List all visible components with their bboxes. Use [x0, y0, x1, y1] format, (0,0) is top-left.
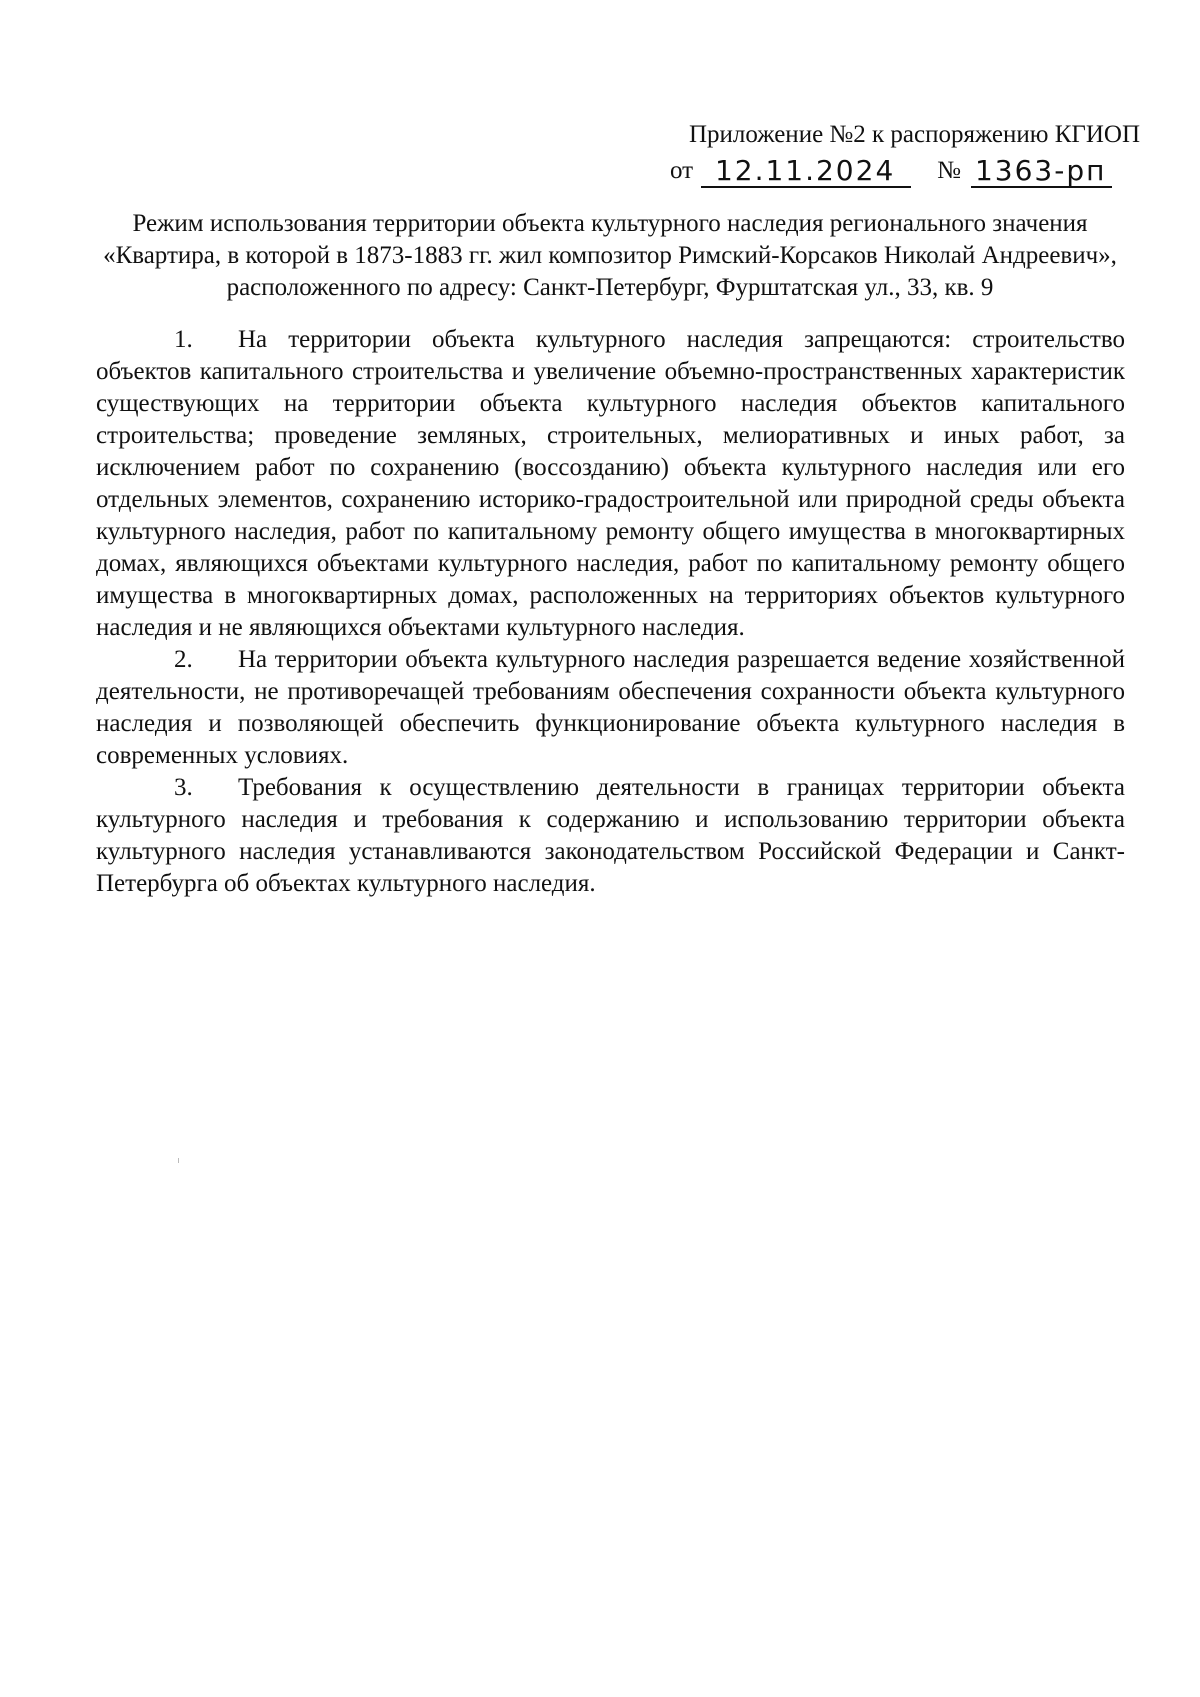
number-label: № — [937, 157, 961, 184]
paragraph-text: Требования к осуществлению деятельности в границах территории объекта культурного наследия и требования к содержанию и использованию территории объекта культурного наследия устанавливаются законодательством Российской Федерации и Санкт-Петербурга об объектах культурного наследия. — [96, 774, 1125, 897]
paragraph-text: На территории объекта культурного наследия запрещаются: строительство объектов капитального строительства и увеличение объемно-пространственных характеристик существующих на территории объекта культурного наследия объектов капитального строительства; проведение земляных, строительных, мелиоративных и иных работ, за исключением работ по сохранению (воссозданию) объекта культурного наследия или его отдельных элементов, сохранению историко-градостроительной или природной среды объекта культурного наследия, работ по капитальному ремонту общего имущества в многоквартирных домах, являющихся объектами культурного наследия, работ по капитальному ремонту общего имущества в многоквартирных домах, расположенных на территориях объектов культурного наследия и не являющихся объектами культурного наследия. — [96, 326, 1125, 641]
appendix-title: Приложение №2 к распоряжению КГИОП — [688, 121, 1140, 148]
paragraph-number: 1. — [174, 326, 193, 353]
document-body — [96, 324, 1125, 900]
title-line-3: расположенного по адресу: Санкт-Петербург, Фурштатская ул., 33, кв. 9 — [226, 274, 994, 301]
title-line-1: Режим использования территории объекта культурного наследия регионального значения — [132, 210, 1088, 237]
from-label: от — [670, 157, 694, 184]
appendix-date-number-line — [670, 152, 1140, 188]
handwritten-date: 12.11.2024 — [701, 156, 911, 188]
document-title — [95, 208, 1125, 304]
paragraph-text: На территории объекта культурного наследия разрешается ведение хозяйственной деятельности, не противоречащей требованиям обеспечения сохранности объекта культурного наследия и позволяющей обеспечить функционирование объекта культурного наследия в современных условиях. — [96, 646, 1125, 769]
appendix-header — [670, 118, 1140, 188]
paragraph-number: 2. — [174, 646, 193, 673]
paragraph-3 — [96, 772, 1125, 900]
scan-speck — [178, 1158, 179, 1163]
handwritten-order-number: 1363-рп — [971, 156, 1112, 188]
paragraph-number: 3. — [174, 774, 193, 801]
paragraph-2 — [96, 644, 1125, 772]
paragraph-1 — [96, 324, 1125, 644]
title-line-2: «Квартира, в которой в 1873-1883 гг. жил композитор Римский-Корсаков Николай Андреевич», — [103, 242, 1117, 269]
